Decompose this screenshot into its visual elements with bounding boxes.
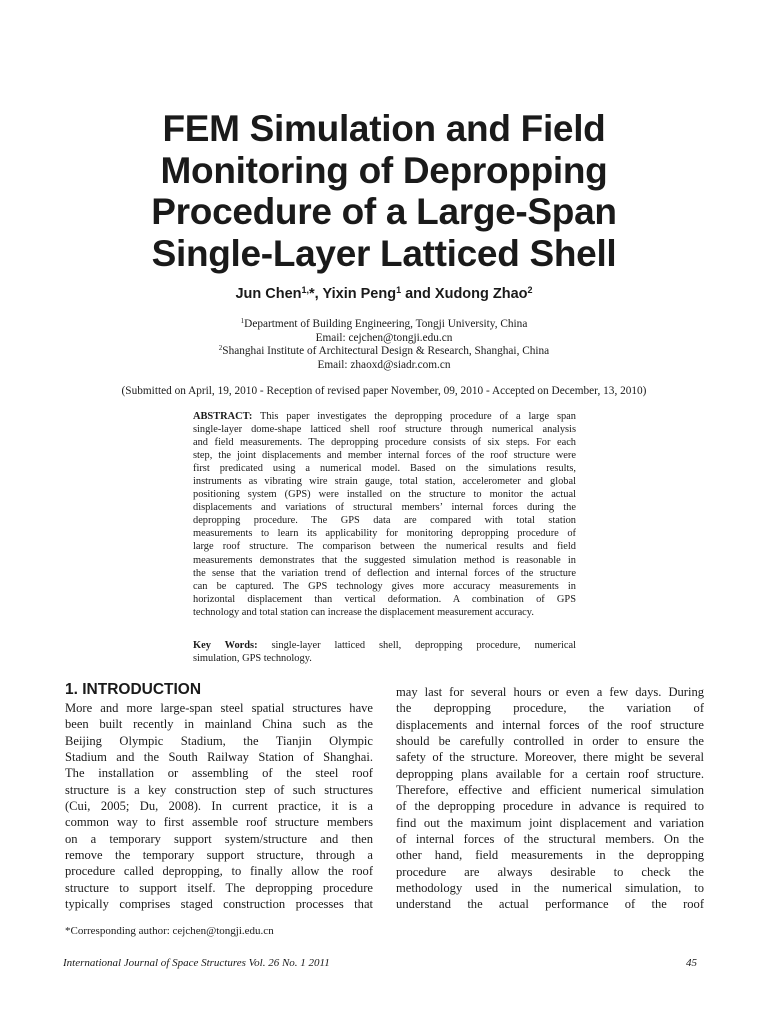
body-line: Stadium and the South Railway Station of Shanghai. [65, 750, 373, 765]
body-line: find out the maximum joint displacement and variation [396, 815, 704, 830]
abstract-text: This paper investigates the depropping procedure of a large span [259, 411, 576, 422]
body-line: Therefore, effective and efficient numerical simulation [396, 783, 704, 798]
affiliation-line [0, 318, 768, 332]
body-line: (Cui, 2005; Du, 2008). In current practice, it is a [65, 799, 373, 814]
author-name: Jun Chen [235, 286, 302, 302]
body-line: procedure called depropping, to finally allow the roof [65, 864, 373, 879]
affiliation-marker: 2 [218, 344, 223, 353]
abstract-line [193, 410, 576, 423]
body-line: common way to first assemble roof structure members [65, 815, 373, 830]
abstract-line: technology and total station can increase the displacement measurement accuracy. [193, 606, 534, 618]
body-line: safety of the structure. Moreover, there might be several [396, 750, 704, 765]
paper-title [80, 108, 688, 274]
body-line: remove the temporary support structure, through a [65, 848, 373, 863]
corresponding-marker: *, [309, 286, 319, 302]
body-line: displacements and internal forces of the roof structure [396, 717, 704, 732]
affiliation-line [0, 345, 768, 359]
abstract-line: depropping procedure. The GPS data are compared with total station [193, 515, 576, 527]
affiliation-text: Department of Building Engineering, Tongji University, China [244, 318, 528, 330]
body-line: other hand, field measurements in the depropping [396, 848, 704, 863]
abstract-line: measurements demonstrates that the suggested simulation method is reasonable in [193, 554, 576, 566]
body-line: structure is a key construction step of such structures [65, 782, 373, 797]
body-line: More and more large-span steel spatial structures have [65, 701, 373, 715]
body-line: the depropping procedure, the variation of [396, 701, 704, 716]
section-heading: 1. INTRODUCTION [65, 681, 202, 698]
body-line: should be carefully controlled in order to ensure the [396, 734, 704, 749]
affiliation-email: Email: zhaoxd@siadr.com.cn [317, 358, 451, 371]
body-line: structure to support itself. The depropping procedure [65, 880, 373, 895]
abstract-line: measurements to learn its applicability for monitoring depropping procedure of [193, 528, 576, 540]
body-line: of internal forces of the structural members. On the [396, 832, 704, 847]
affiliation-marker: 2 [527, 285, 533, 295]
affiliation-marker: 1 [396, 285, 402, 295]
body-line: depropping plans available for a certain roof structure. [396, 766, 704, 781]
body-line: Beijing Olympic Stadium, the Tianjin Olympic [65, 733, 373, 748]
journal-citation: International Journal of Space Structures Vol. 26 No. 1 2011 [63, 957, 330, 969]
abstract-line: displacements and variations of structural members’ internal forces during the [193, 502, 576, 514]
body-line: on a temporary support system/structure and then [65, 831, 373, 846]
body-line: understand the actual performance of the roof [396, 897, 704, 912]
title-line: Single-Layer Latticed Shell [151, 232, 617, 274]
author-conjunction: and [405, 286, 431, 302]
abstract-label: ABSTRACT: [193, 411, 253, 422]
title-line: Procedure of a Large-Span [151, 191, 617, 232]
keywords-line [193, 639, 576, 652]
keywords-text: single-layer latticed shell, depropping procedure, numerical [271, 640, 576, 651]
abstract-line: first predicated using a numerical model. Based on the simulations results, [193, 463, 576, 475]
abstract-line: instruments as vibrating wire strain gauge, total station, accelerometer and global [193, 476, 576, 488]
page-number: 45 [686, 957, 697, 969]
keywords [193, 639, 576, 666]
author-name: Xudong Zhao [434, 286, 528, 302]
abstract-line: step, the joint displacements and member internal forces of the roof structure were [193, 450, 576, 462]
body-line: may last for several hours or even a few days. During [396, 685, 704, 699]
abstract-line: large roof structure. The comparison between the numerical results and field [193, 541, 576, 553]
abstract [193, 410, 576, 619]
affiliation-email: Email: cejchen@tongji.edu.cn [315, 331, 453, 344]
body-line: been built recently in mainland China such as the [65, 717, 373, 732]
corresponding-author-footnote: *Corresponding author: cejchen@tongji.edu.cn [65, 925, 274, 937]
title-line: Monitoring of Depropping [160, 149, 608, 191]
body-line: of the depropping procedure in advance is required to [396, 799, 704, 814]
affiliation-marker: 1, [301, 285, 310, 295]
affiliations [0, 318, 768, 372]
affiliation-marker: 1 [240, 317, 245, 325]
keywords-line: simulation, GPS technology. [193, 653, 312, 665]
abstract-line: can be captured. The GPS technology gives more accuracy measurements in [193, 580, 576, 592]
abstract-line: positioning system (GPS) were installed on the structure to monitor the actual [193, 489, 576, 501]
abstract-line: the sense that the variation trend of deflection and internal forces of the structure [193, 567, 576, 579]
author-list [0, 286, 768, 302]
body-line: typically comprises staged construction processes that [65, 897, 373, 912]
affiliation-text: Shanghai Institute of Architectural Design & Research, Shanghai, China [222, 345, 550, 358]
title-line: FEM Simulation and Field [162, 108, 606, 149]
abstract-line: horizontal displacement than vertical deformation. A combination of GPS [193, 593, 576, 605]
abstract-line: and field measurements. The depropping procedure consists of six steps. For each [193, 437, 576, 449]
body-line: methodology used in the numerical simulation, to [396, 881, 704, 896]
body-line: procedure are always desirable to check the [396, 864, 704, 879]
body-line: The installation or assembling of the steel roof [65, 766, 373, 781]
author-name: Yixin Peng [322, 286, 397, 302]
body-column-right [396, 684, 704, 913]
abstract-line: single-layer dome-shape latticed shell roof structure through numerical analysis [193, 424, 576, 436]
body-column-left [65, 700, 373, 912]
keywords-label: Key Words: [193, 640, 258, 651]
submission-dates: (Submitted on April, 19, 2010 - Reception of revised paper November, 09, 2010 - Accepted on December, 13, 2010) [121, 385, 647, 397]
